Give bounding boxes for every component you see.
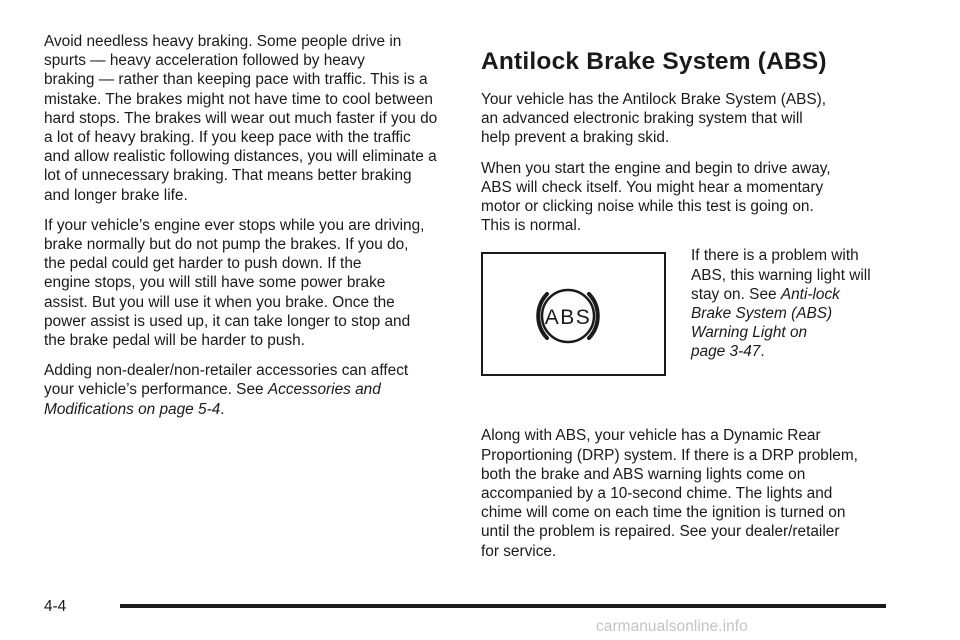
accessories-reference-link-cont[interactable]: Modifications on page 5-4 (44, 400, 221, 418)
text-line (44, 400, 454, 419)
abs-warning-reference-link-cont[interactable]: Brake System (ABS) (691, 305, 833, 323)
abs-self-check-paragraph (481, 159, 901, 236)
text-line: When you start the engine and begin to drive away, (481, 159, 831, 177)
text-line: ABS, this warning light will (691, 266, 871, 284)
left-column (44, 32, 454, 430)
abs-intro-paragraph (481, 90, 901, 148)
text-line: braking — rather than keeping pace with traffic. This is a (44, 71, 428, 89)
abs-warning-reference-link-cont[interactable]: Warning Light on (691, 324, 808, 342)
right-column (481, 32, 901, 572)
text-line: Along with ABS, your vehicle has a Dynamic Rear (481, 427, 821, 445)
section-title: Antilock Brake System (ABS) (481, 48, 827, 75)
text-line: the pedal could get harder to push down. If the (44, 255, 362, 273)
text-line: power assist is used up, it can take longer to stop and (44, 312, 411, 330)
text-line: Your vehicle has the Antilock Brake System (ABS), (481, 91, 827, 108)
abs-warning-reference-link-cont[interactable]: page 3-47 (691, 343, 761, 361)
abs-warning-caption (691, 246, 891, 361)
text-line: both the brake and ABS warning lights come on (481, 465, 806, 483)
text-line: Avoid needless heavy braking. Some people drive in (44, 33, 402, 50)
text-line: Proportioning (DRP) system. If there is a DRP problem, (481, 446, 858, 464)
abs-warning-light-icon (483, 254, 664, 374)
text-segment: . (220, 400, 225, 418)
text-line: hard stops. The brakes will wear out much faster if you do (44, 109, 438, 127)
text-line: ABS will check itself. You might hear a momentary (481, 178, 824, 196)
text-line: If your vehicle’s engine ever stops while you are driving, (44, 216, 425, 234)
abs-warning-reference-link[interactable]: Anti-lock (780, 285, 840, 303)
text-line: a lot of heavy braking. If you keep pace with the traffic (44, 129, 411, 147)
text-line: assist. But you will use it when you brake. Once the (44, 293, 395, 311)
text-line: brake normally but do not pump the brakes. If you do, (44, 236, 409, 254)
abs-warning-light-box (481, 252, 666, 376)
text-line: and allow realistic following distances, you will eliminate a (44, 148, 437, 166)
text-line: motor or clicking noise while this test is going on. (481, 198, 814, 216)
text-line: This is normal. (481, 217, 582, 235)
engine-stops-paragraph (44, 216, 454, 350)
text-line (44, 380, 454, 399)
text-line: engine stops, you will still have some power brake (44, 274, 386, 292)
text-line: for service. (481, 542, 557, 560)
site-watermark: carmanualsonline.info (596, 618, 748, 635)
text-line: an advanced electronic braking system that will (481, 110, 803, 128)
page-number: 4-4 (44, 598, 67, 615)
accessories-reference-link[interactable]: Accessories and (267, 381, 381, 399)
text-line: spurts — heavy acceleration followed by heavy (44, 52, 365, 70)
text-line: lot of unnecessary braking. That means better braking (44, 167, 412, 185)
text-segment: stay on. See (691, 285, 781, 303)
text-line: If there is a problem with (691, 247, 859, 265)
text-line: mistake. The brakes might not have time to cool between (44, 90, 433, 108)
abs-icon-label: ABS (544, 306, 592, 330)
text-line (691, 285, 891, 304)
page-footer (44, 596, 886, 616)
abs-warning-figure (481, 246, 901, 396)
text-segment: your vehicle’s performance. See (44, 381, 268, 399)
text-line (691, 342, 891, 361)
text-line: Adding non-dealer/non-retailer accessories can affect (44, 362, 409, 380)
text-line: and longer brake life. (44, 186, 188, 204)
accessories-paragraph (44, 361, 454, 419)
text-segment: . (760, 343, 765, 361)
text-line: help prevent a braking skid. (481, 129, 670, 147)
text-line: chime will come on each time the ignition is turned on (481, 504, 846, 522)
text-line: accompanied by a 10-second chime. The lights and (481, 485, 833, 503)
footer-rule (120, 604, 886, 608)
text-line: the brake pedal will be harder to push. (44, 332, 305, 350)
drp-paragraph (481, 426, 901, 560)
text-line: until the problem is repaired. See your dealer/retailer (481, 523, 840, 541)
braking-habits-paragraph (44, 32, 454, 205)
